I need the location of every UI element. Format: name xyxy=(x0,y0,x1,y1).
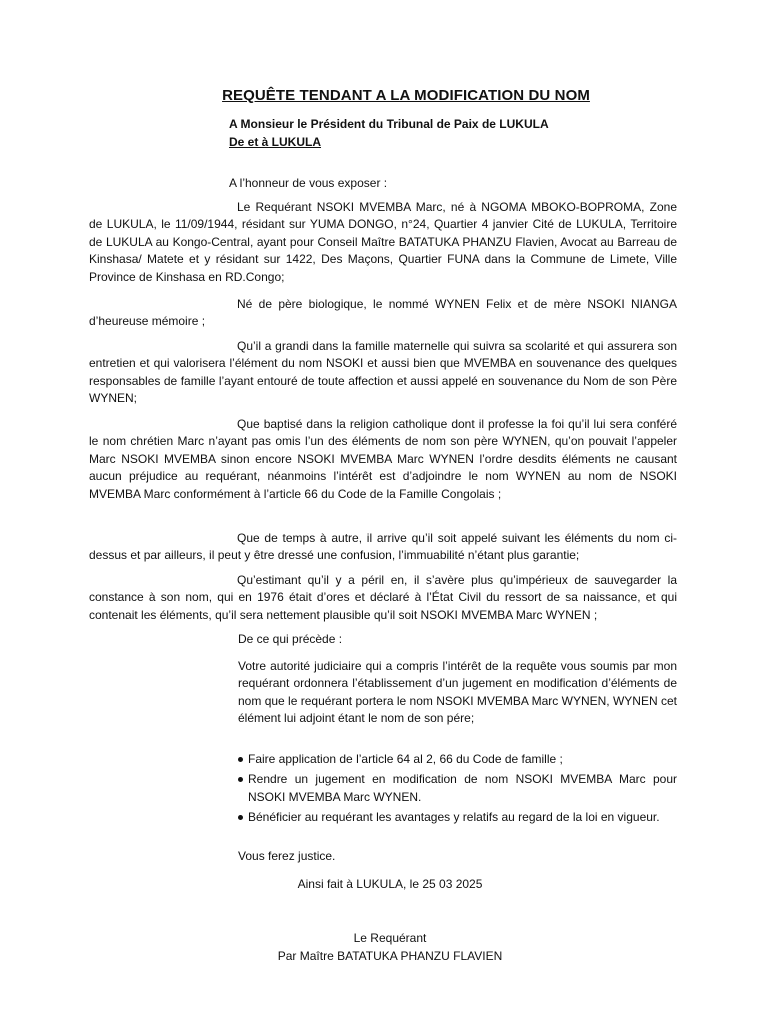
addressee-line: A Monsieur le Président du Tribunal de Paix de LUKULA xyxy=(229,117,549,131)
paragraph-text: Qu’il a grandi dans la famille maternelle qui suivra sa scolarité et qui assurera son entretien et qui valorisera l’élément du nom NSOKI et aussi bien que MVEMBA en souvenance des quelques responsables de famille l’ayant entouré de toute affection et aussi appelé en souvenance du Nom de son Père WYNEN; xyxy=(89,339,677,406)
list-item: Rendre un jugement en modification de nom NSOKI MVEMBA Marc pour NSOKI MVEMBA Marc WYNEN. xyxy=(236,771,677,806)
signature-name: Par Maître BATATUKA PHANZU FLAVIEN xyxy=(277,949,503,963)
requests-list xyxy=(236,751,677,830)
closing-formula: Vous ferez justice. xyxy=(238,849,336,863)
place-date: Ainsi fait à LUKULA, le 25 03 2025 xyxy=(297,877,483,891)
salutation: A l’honneur de vous exposer : xyxy=(229,176,388,190)
list-item: Faire application de l’article 64 al 2, 66 du Code de famille ; xyxy=(236,751,677,768)
paragraph-bapteme xyxy=(89,416,677,503)
precedent-intro: De ce qui précède : xyxy=(238,632,343,646)
addressee-location: De et à LUKULA xyxy=(229,135,322,149)
list-item: Bénéficier au requérant les avantages y relatifs au regard de la loi en vigueur. xyxy=(236,809,677,826)
paragraph-peril xyxy=(89,572,677,624)
paragraph-text: Que de temps à autre, il arrive qu’il soit appelé suivant les éléments du nom ci-dessus et par ailleurs, il peut y être dressé une confusion, l’immuabilité n’étant plus garantie; xyxy=(89,531,677,563)
paragraph-text: Que baptisé dans la religion catholique dont il professe la foi qu’il lui sera conféré le nom chrétien Marc n’ayant pas omis l’un des éléments de nom son père WYNEN, qu’on pouvait l’appeler Marc NSOKI MVEMBA sinon encore NSOKI MVEMBA Marc WYNEN l’ordre desdits éléments ne causant aucun préjudice au requérant, néanmoins l’intérêt est d’adjoindre le nom WYNEN au nom de NSOKI MVEMBA Marc conformément à l’article 66 du Code de la Famille Congolais ; xyxy=(89,417,677,501)
paragraph-text: Le Requérant NSOKI MVEMBA Marc, né à NGOMA MBOKO-BOPROMA, Zone de LUKULA, le 11/09/1944, résidant sur YUMA DONGO, n°24, Quartier 4 janvier Cité de LUKULA, Territoire de LUKULA au Kongo-Central, ayant pour Conseil Maître BATATUKA PHANZU Flavien, Avocat au Barreau de Kinshasa/ Matete et y résidant sur 1422, Des Maçons, Quartier FUNA dans la Commune de Limete, Ville Province de Kinshasa en RD.Congo; xyxy=(89,200,677,284)
paragraph-requerant xyxy=(89,199,677,286)
authority-paragraph: Votre autorité judiciaire qui a compris l’intérêt de la requête vous soumis par mon requérant ordonnera l’établissement d’un jugement en modification d’éléments de nom que le requérant portera le nom NSOKI MVEMBA Marc WYNEN, WYNEN cet élément lui adjoint étant le nom de son pére; xyxy=(238,659,677,726)
paragraph-text: Qu’estimant qu’il y a péril en, il s’avère plus qu’impérieux de sauvegarder la constance à son nom, qui en 1976 était d’ores et déclaré à l’État Civil du ressort de sa naissance, et qui contenait les éléments, qu’il sera nettement plausible qu’il soit NSOKI MVEMBA Marc WYNEN ; xyxy=(89,573,677,622)
paragraph-parents xyxy=(89,296,677,331)
paragraph-confusion xyxy=(89,530,677,565)
document-title: REQUÊTE TENDANT A LA MODIFICATION DU NOM xyxy=(222,87,590,104)
paragraph-text: Né de père biologique, le nommé WYNEN Felix et de mère NSOKI NIANGA d’heureuse mémoire ; xyxy=(89,297,677,329)
signature-role: Le Requérant xyxy=(353,931,427,945)
paragraph-famille xyxy=(89,338,677,408)
